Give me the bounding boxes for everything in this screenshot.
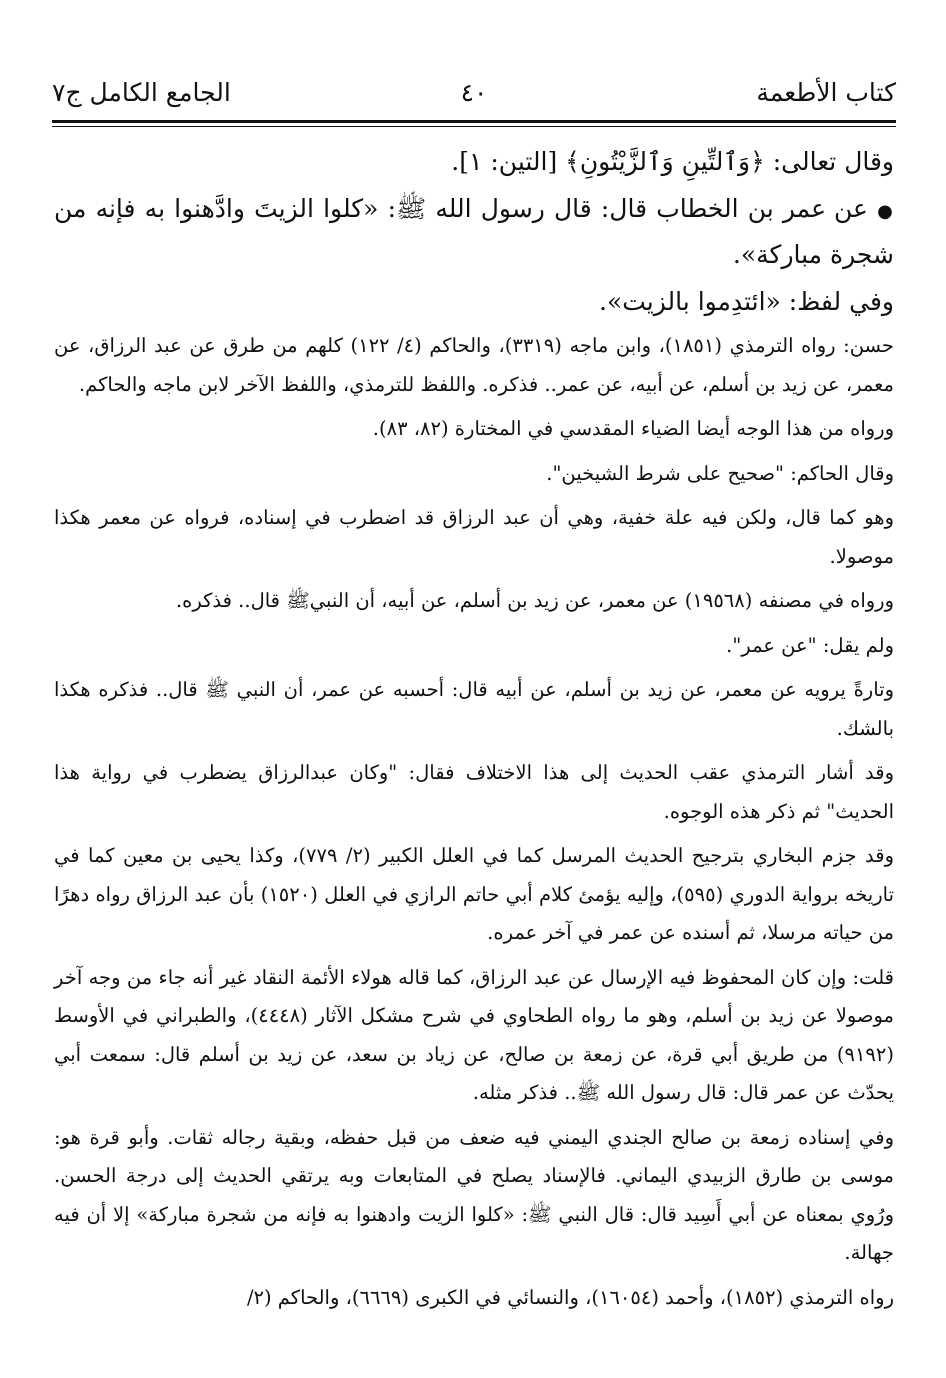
commentary-paragraph: وتارةً يرويه عن معمر، عن زيد بن أسلم، عن أبيه قال: أحسبه عن عمر، أن النبي ﷺ قال.. فذكره هكذا بالشك. [54,678,894,740]
commentary-paragraph: ورواه في مصنفه (١٩٥٦٨) عن معمر، عن زيد بن أسلم، عن أبيه، أن النبيﷺ قال.. فذكره. [175,589,894,612]
page-header [52,72,896,114]
commentary-paragraph: وقال الحاكم: "صحيح على شرط الشيخين". [546,461,894,485]
commentary-paragraph: وقد أشار الترمذي عقب الحديث إلى هذا الاختلاف فقال: "وكان عبدالرزاق يضطرب في رواية هذا الحديث" ثم ذكر هذه الوجوه. [54,761,894,823]
chapter-title: كتاب الأطعمة [756,78,896,107]
commentary-paragraph: وهو كما قال، ولكن فيه علة خفية، وهي أن عبد الرزاق قد اضطرب في إسناده، فرواه عن معمر هكذا موصولا. [54,506,894,568]
commentary-paragraph: وفي إسناده زمعة بن صالح الجندي اليمني فيه ضعف من قبل حفظه، وبقية رجاله ثقات. وأبو قرة هو: موسى بن طارق الزبيدي اليماني. فالإسناد يصلح في المتابعات وبه يرتقي الحديث إلى درجة الحسن. ورُوي بمعناه عن أبي أَسِيد قال: قال النبي ﷺ: «كلوا الزيت وادهنوا به فإنه من شجرة مباركة» إلا أن فيه جهالة. [54,1125,894,1264]
bullet-marker: ● [877,201,894,222]
commentary-paragraph: ورواه من هذا الوجه أيضا الضياء المقدسي في المختارة (٨٢، ٨٣). [372,417,894,440]
quran-verse: وقال تعالى: ﴿وَٱلتِّينِ وَٱلزَّيْتُونِ﴾ [التين: ١]. [451,147,894,176]
takhrij-paragraph: حسن: رواه الترمذي (١٨٥١)، وابن ماجه (٣٣١٩)، والحاكم (٤/ ١٢٢) كلهم من طرق عن عبد الرزاق، عن معمر، عن زيد بن أسلم، عن أبيه، عن عمر.. فذكره. واللفظ للترمذي، واللفظ الآخر لابن ماجه والحاكم. [54,334,894,396]
commentary-paragraph: ولم يقل: "عن عمر". [726,633,894,657]
page-body [54,140,894,1323]
hadith-variant: وفي لفظ: «ائتدِموا بالزيت». [599,287,894,316]
page-number: ٤٠ [460,78,488,107]
header-rule-thick [52,120,896,123]
commentary-paragraph: وقد جزم البخاري بترجيح الحديث المرسل كما في العلل الكبير (٢/ ٧٧٩)، وكذا يحيى بن معين كما في تاريخه برواية الدوري (٥٩٥)، وإليه يؤمئ كلام أبي حاتم الرازي في العلل (١٥٢٠) بأن عبد الرزاق رواه دهرًا من حياته مرسلا، ثم أسنده عن عمر في آخر عمره. [54,844,894,944]
book-title: الجامع الكامل ج٧ [52,78,231,107]
commentary-paragraph: قلت: وإن كان المحفوظ فيه الإرسال عن عبد الرزاق، كما قاله هولاء الأئمة النقاد غير أنه جاء من وجه آخر موصولا عن زيد بن أسلم، وهو ما رواه الطحاوي في شرح مشكل الآثار (٤٤٤٨)، والطبراني في الأوسط (٩١٩٢) من طريق أبي قرة، عن زمعة بن صالح، عن زياد بن سعد، عن زيد بن أسلم قال: سمعت أبي يحدّث عن عمر قال: قال رسول الله ﷺ.. فذكر مثله. [54,965,895,1104]
hadith-text: ● عن عمر بن الخطاب قال: قال رسول الله ﷺ: «كلوا الزيتَ وادَّهنوا به فإنه من شجرة مباركة». [54,194,894,269]
takhrij-paragraph: رواه الترمذي (١٨٥٢)، وأحمد (١٦٠٥٤)، والنسائي في الكبرى (٦٦٦٩)، والحاكم (٢/ [246,1285,894,1309]
header-rule-thin [52,126,896,127]
